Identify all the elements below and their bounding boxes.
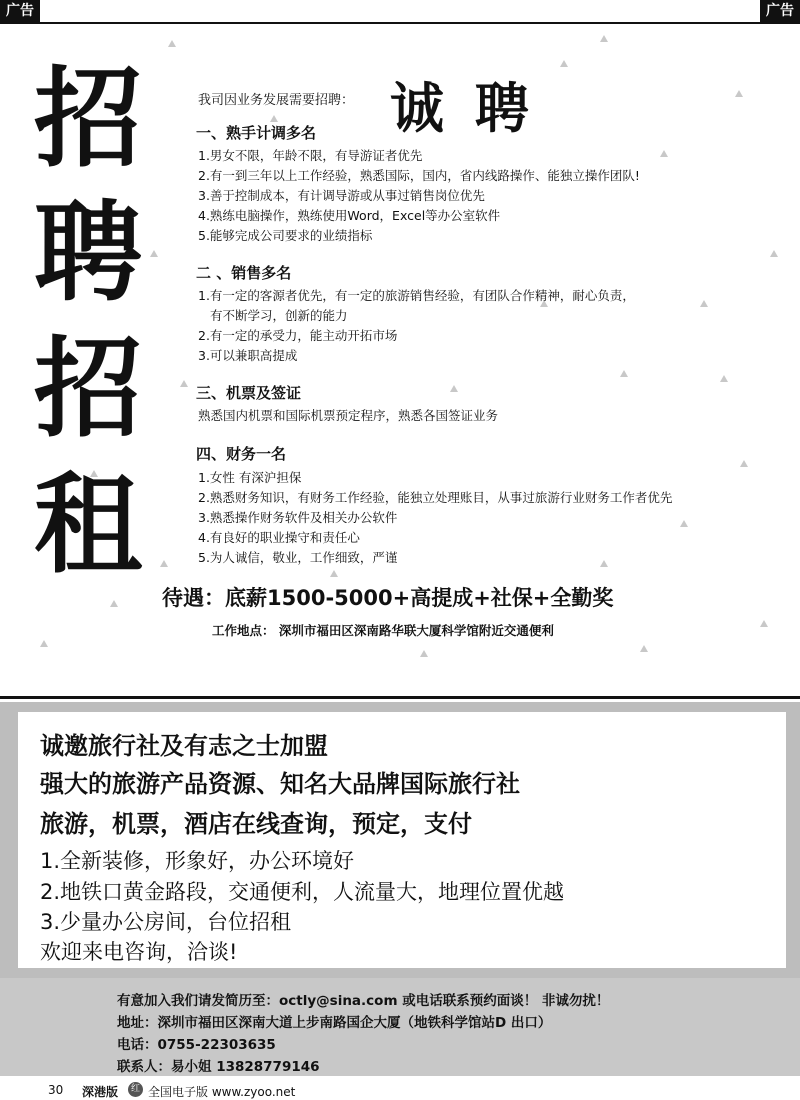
ad-label-left: 广告: [0, 0, 40, 22]
headline: 诚 聘: [390, 77, 535, 140]
section-line: 2.熟悉财务知识，有财务工作经验，能独立处理账目，从事过旅游行业财务工作者优先: [198, 490, 673, 505]
promo-line: 3.少量办公房间，台位招租: [40, 910, 292, 934]
section-line: 5.为人诚信，敬业，工作细致，严谨: [198, 550, 398, 565]
contact-phone: 电话：0755-22303635: [117, 1037, 276, 1053]
intro-lead: 我司因业务发展需要招聘：: [198, 93, 355, 108]
big-title-char-4: 租: [33, 463, 142, 588]
page-number: 30: [48, 1083, 64, 1097]
section-title: 三、机票及签证: [196, 384, 302, 402]
section-line: 3.熟悉操作财务软件及相关办公软件: [198, 510, 398, 525]
benefit-text: 待遇：底薪1500-5000+高提成+社保+全勤奖: [162, 586, 614, 610]
promo-bold-line: 旅游，机票，酒店在线查询，预定，支付: [40, 810, 472, 838]
big-title-char-2: 聘: [33, 191, 142, 316]
section-title: 二 、销售多名: [196, 264, 292, 282]
section-line: 熟悉国内机票和国际机票预定程序，熟悉各国签证业务: [198, 408, 499, 423]
edition-badge-icon: 红: [128, 1082, 143, 1097]
big-title-char-3: 招: [33, 327, 142, 452]
section-line: 3.善于控制成本，有计调导游或从事过销售岗位优先: [198, 188, 485, 203]
worksite-text: 工作地点： 深圳市福田区深南路华联大厦科学馆附近交通便利: [212, 623, 554, 638]
contact-email-line: 有意加入我们请发简历至：octly@sina.com 或电话联系预约面谈！ 非诚勿扰！: [117, 993, 610, 1009]
section-title: 一、熟手计调多名: [196, 124, 317, 142]
section-line: 1.女性 有深沪担保: [198, 470, 302, 485]
promo-bold-line: 强大的旅游产品资源、知名大品牌国际旅行社: [40, 770, 520, 798]
promo-line: 2.地铁口黄金路段，交通便利，人流量大，地理位置优越: [40, 880, 565, 904]
section-line: 4.熟练电脑操作，熟练使用Word，Excel等办公室软件: [198, 208, 501, 223]
promo-line: 1.全新装修，形象好，办公环境好: [40, 849, 355, 873]
contact-address: 地址：深圳市福田区深南大道上步南路国企大厦（地铁科学馆站D 出口）: [117, 1015, 552, 1031]
section-line: 1.男女不限，年龄不限，有导游证者优先: [198, 148, 423, 163]
section-line: 2.有一到三年以上工作经验，熟悉国际，国内，省内线路操作、能独立操作团队!: [198, 168, 640, 183]
page-footer: [0, 1080, 800, 1100]
section-line: 5.能够完成公司要求的业绩指标: [198, 228, 373, 243]
promo-bold-line: 诚邀旅行社及有志之士加盟: [40, 732, 328, 760]
big-title-char-1: 招: [33, 57, 142, 182]
middle-rule: [0, 696, 800, 699]
promo-line: 欢迎来电咨询，洽谈!: [40, 940, 238, 964]
section-line: 4.有良好的职业操守和责任心: [198, 530, 360, 545]
ad-label-right: 广告: [760, 0, 800, 22]
edition-label: 深港版: [82, 1085, 119, 1099]
section-line: 2.有一定的承受力，能主动开拓市场: [198, 328, 398, 343]
section-title: 四、财务一名: [196, 445, 287, 463]
section-line: 有不断学习，创新的能力: [210, 308, 348, 323]
section-line: 3.可以兼职高提成: [198, 348, 298, 363]
site-link[interactable]: 全国电子版 www.zyoo.net: [148, 1085, 296, 1099]
contact-person: 联系人：易小姐 13828779146: [117, 1059, 320, 1075]
section-line: 1.有一定的客源者优先，有一定的旅游销售经验，有团队合作精神，耐心负责，: [198, 288, 635, 303]
top-rule: [0, 22, 800, 24]
